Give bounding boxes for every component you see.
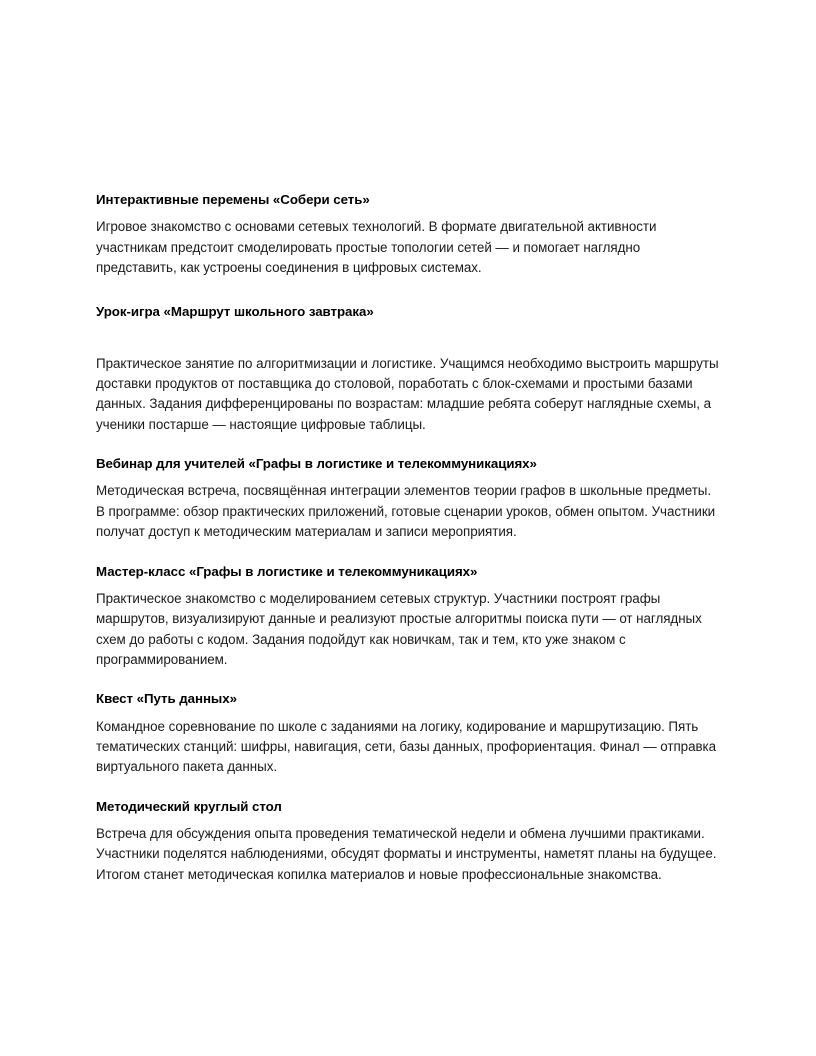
- section-heading: Методический круглый стол: [96, 798, 282, 814]
- section-heading: Мастер-класс «Графы в логистике и телекоммуникациях»: [96, 563, 478, 579]
- section-paragraph: Игровое знакомство с основами сетевых технологий. В формате двигательной активности участникам предстоит смоделировать простые топологии сетей — и помогает наглядно представить, как устроены соединения в цифровых системах.: [96, 219, 657, 276]
- section-masterclass: [96, 562, 720, 671]
- section-paragraph: Командное соревнование по школе с заданиями на логику, кодирование и маршрутизацию. Пять тематических станций: шифры, навигация, сети, базы данных, профориентация. Финал — отправка виртуального пакета данных.: [96, 718, 717, 775]
- section-heading: Интерактивные перемены «Собери сеть»: [96, 192, 370, 207]
- section-heading: Квест «Путь данных»: [96, 691, 237, 707]
- section-heading: Урок-игра «Маршрут школьного завтрака»: [96, 304, 374, 320]
- section-paragraph: Практическое знакомство с моделированием сетевых структур. Участники построят графы маршрутов, визуализируют данные и реализуют простые алгоритмы поиска пути — от наглядных схем до работы с кодом. Задания подойдут как новичкам, так и тем, кто уже знаком с программированием.: [96, 590, 702, 667]
- section-interactive-breaks: [96, 190, 720, 278]
- section-paragraph: Методическая встреча, посвящённая интеграции элементов теории графов в школьные предметы. В программе: обзор практических приложений, готовые сценарии уроков, обмен опытом. Участники получат доступ к методическим материалам и записи мероприятия.: [96, 483, 716, 540]
- section-quest: [96, 689, 720, 777]
- section-paragraph: Встреча для обсуждения опыта проведения тематической недели и обмена лучшими практиками. Участники поделятся наблюдениями, обсудят форматы и инструменты, наметят планы на будущее. Итогом станет методическая копилка материалов и новые профессиональные знакомства.: [96, 825, 717, 882]
- section-heading: Вебинар для учителей «Графы в логистике и телекоммуникациях»: [96, 456, 537, 472]
- document-body: [96, 190, 720, 885]
- section-paragraph: Практическое занятие по алгоритмизации и логистике. Учащимся необходимо выстроить маршруты доставки продуктов от поставщика до столовой, поработать с блок-схемами и простыми базами данных. Задания дифференцированы по возрастам: младшие ребята соберут наглядные схемы, а ученики постарше — настоящие цифровые таблицы.: [96, 355, 719, 432]
- section-lesson-game: [96, 302, 720, 435]
- section-webinar: [96, 454, 720, 542]
- section-round-table: [96, 797, 720, 885]
